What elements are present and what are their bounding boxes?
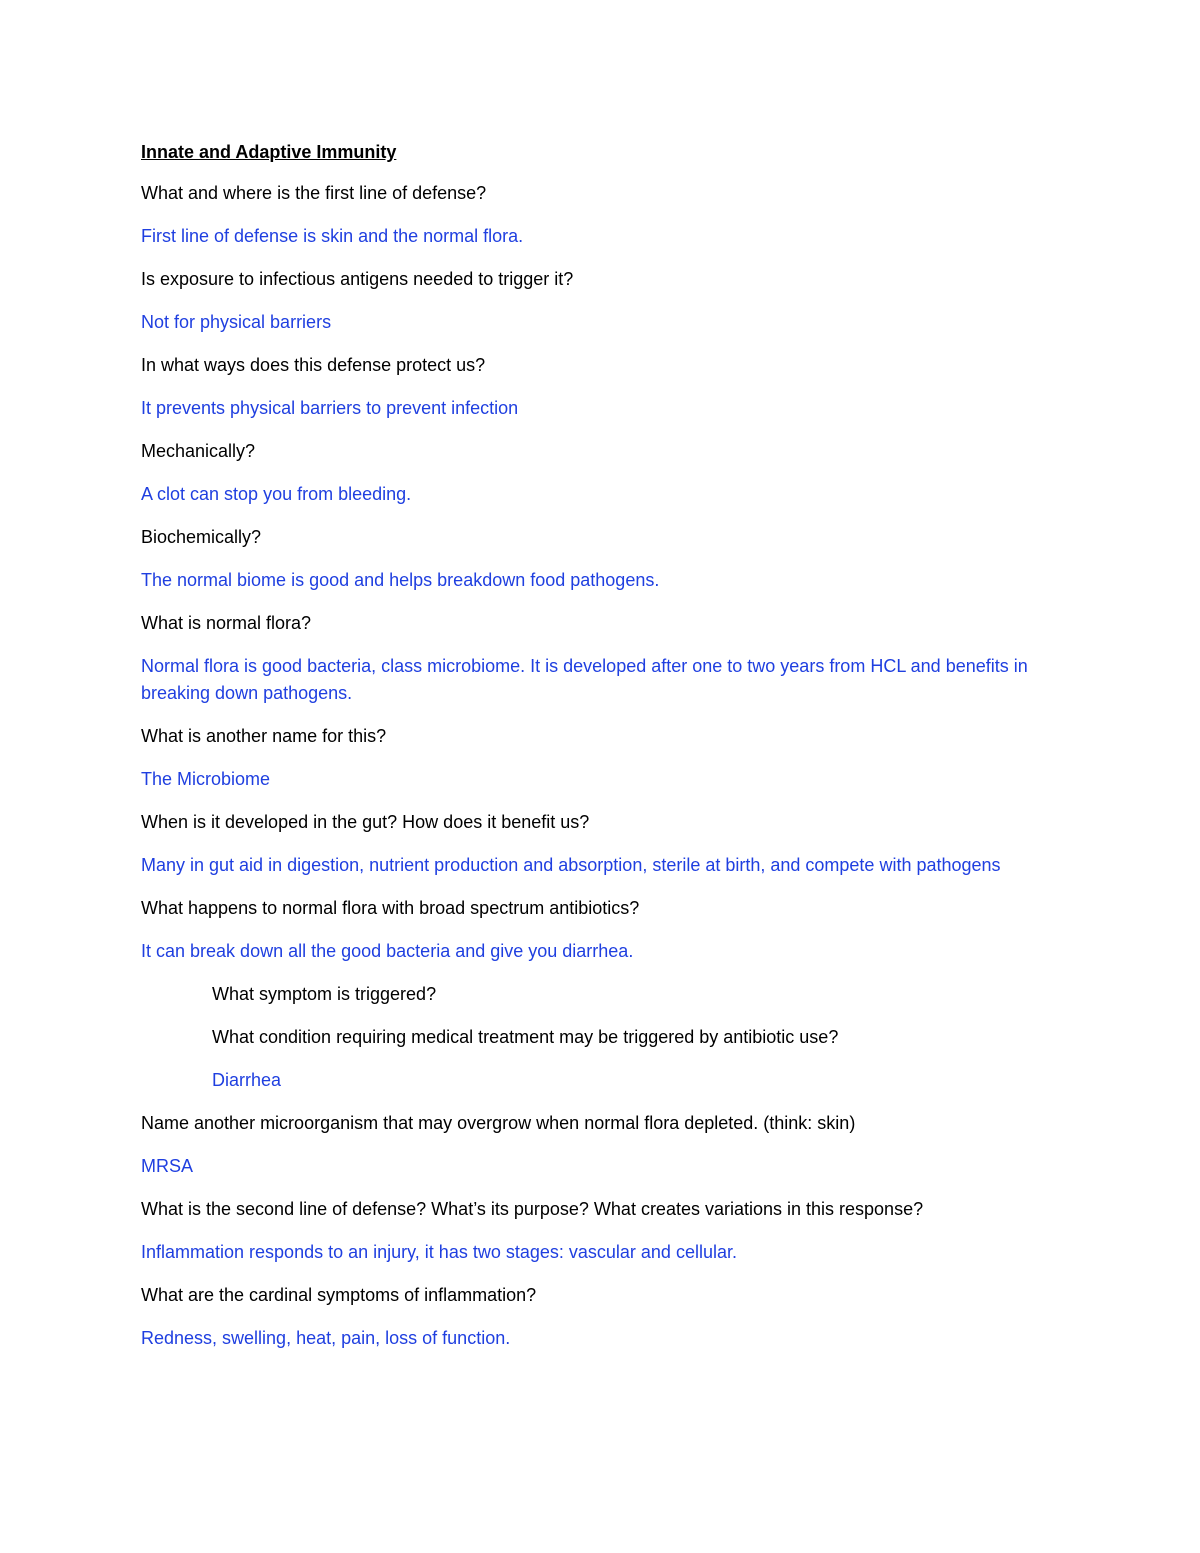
answer-text: MRSA [141, 1156, 194, 1176]
question-text: Name another microorganism that may overgrow when normal flora depleted. (think: skin) [141, 1113, 856, 1133]
answer-text: Not for physical barriers [141, 312, 332, 332]
answer-text: The Microbiome [141, 769, 271, 789]
question-text: What happens to normal flora with broad spectrum antibiotics? [141, 898, 640, 918]
question-text: What is the second line of defense? What’s its purpose? What creates variations in this response? [141, 1199, 924, 1219]
question-text: Is exposure to infectious antigens needed to trigger it? [141, 269, 574, 289]
sub-answer-text: Diarrhea [212, 1070, 282, 1090]
answer-text: The normal biome is good and helps breakdown food pathogens. [141, 570, 660, 590]
answer-text: Normal flora is good bacteria, class microbiome. It is developed after one to two years from HCL and benefits in breaking down pathogens. [141, 656, 1028, 703]
document-content [141, 139, 1041, 1368]
sub-question-text: What symptom is triggered? [212, 984, 437, 1004]
document-title: Innate and Adaptive Immunity [141, 142, 397, 162]
answer-text: Inflammation responds to an injury, it has two stages: vascular and cellular. [141, 1242, 737, 1262]
answer-text: First line of defense is skin and the normal flora. [141, 226, 524, 246]
answer-text: Redness, swelling, heat, pain, loss of function. [141, 1328, 511, 1348]
sub-question-text: What condition requiring medical treatment may be triggered by antibiotic use? [212, 1027, 839, 1047]
question-text: What is another name for this? [141, 726, 387, 746]
answer-text: A clot can stop you from bleeding. [141, 484, 412, 504]
question-text: What and where is the first line of defense? [141, 183, 487, 203]
answer-text: It prevents physical barriers to prevent infection [141, 398, 519, 418]
question-text: What are the cardinal symptoms of inflammation? [141, 1285, 537, 1305]
question-text: When is it developed in the gut? How does it benefit us? [141, 812, 590, 832]
question-text: What is normal flora? [141, 613, 312, 633]
answer-text: It can break down all the good bacteria and give you diarrhea. [141, 941, 634, 961]
question-text: In what ways does this defense protect us? [141, 355, 486, 375]
question-text: Biochemically? [141, 527, 262, 547]
question-text: Mechanically? [141, 441, 256, 461]
answer-text: Many in gut aid in digestion, nutrient production and absorption, sterile at birth, and compete with pathogens [141, 855, 1001, 875]
